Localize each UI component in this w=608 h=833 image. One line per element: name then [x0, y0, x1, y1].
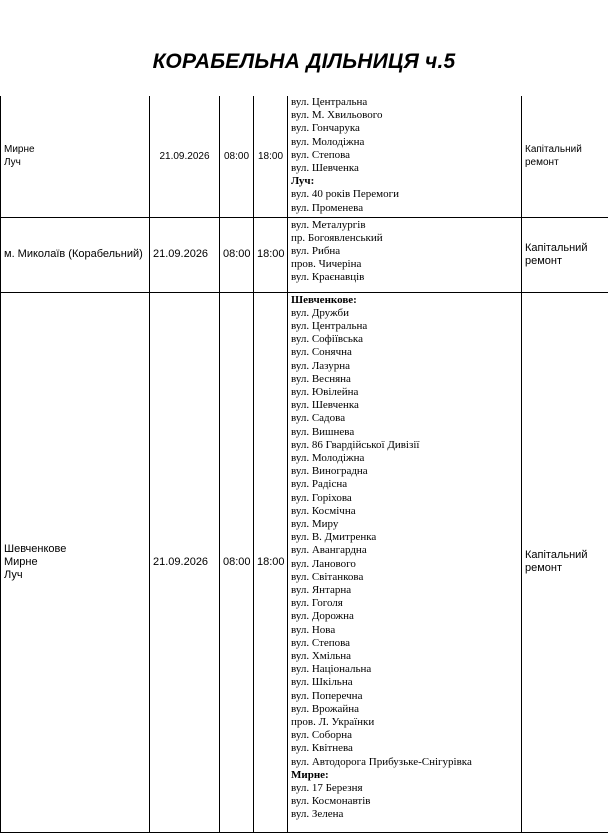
village-heading: Луч: — [291, 175, 518, 188]
end-time-cell: 18:00 — [254, 96, 288, 217]
location-name: м. Миколаїв (Корабельний) — [4, 248, 146, 261]
street-item: вул. Шевченка — [291, 162, 518, 175]
location-name: Мирне — [4, 556, 146, 569]
street-item: вул. Софіївська — [291, 333, 518, 346]
streets-cell — [288, 217, 522, 292]
street-item: пр. Богоявленський — [291, 232, 518, 245]
work-type-cell: Капітальний ремонт — [522, 217, 608, 292]
date-cell: 21.09.2026 — [150, 217, 220, 292]
street-item: вул. Лазурна — [291, 360, 518, 373]
village-heading: Мирне: — [291, 769, 518, 782]
location-name: Шевченкове — [4, 543, 146, 556]
street-item: вул. Степова — [291, 149, 518, 162]
street-item: вул. Соборна — [291, 729, 518, 742]
street-item: вул. 86 Гвардійської Дивізії — [291, 439, 518, 452]
street-item: вул. Сонячна — [291, 346, 518, 359]
street-item: вул. Рибна — [291, 245, 518, 258]
street-item: вул. Променева — [291, 202, 518, 215]
street-item: вул. Гоголя — [291, 597, 518, 610]
street-item: вул. Радісна — [291, 478, 518, 491]
street-item: вул. Шкільна — [291, 676, 518, 689]
table-row — [1, 292, 608, 832]
street-item: вул. Молодіжна — [291, 136, 518, 149]
date-cell: 21.09.2026 — [150, 96, 220, 217]
street-item: вул. Центральна — [291, 320, 518, 333]
location-name: Мирне — [4, 143, 146, 156]
outage-schedule-table — [0, 96, 608, 833]
work-type-cell: Капітальний ремонт — [522, 292, 608, 832]
street-item: вул. Зелена — [291, 808, 518, 821]
street-item: вул. 17 Березня — [291, 782, 518, 795]
date-cell: 21.09.2026 — [150, 292, 220, 832]
streets-cell — [288, 292, 522, 832]
street-item: вул. Авангардна — [291, 544, 518, 557]
street-item: вул. Квітнева — [291, 742, 518, 755]
street-item: вул. Нова — [291, 624, 518, 637]
street-item: вул. Центральна — [291, 96, 518, 109]
street-item: вул. Поперечна — [291, 690, 518, 703]
street-item: вул. Автодорога Прибузьке-Снігурівка — [291, 756, 518, 769]
locations-cell — [1, 96, 150, 217]
table-row — [1, 217, 608, 292]
street-item: вул. Миру — [291, 518, 518, 531]
start-time-cell: 08:00 — [220, 217, 254, 292]
end-time-cell: 18:00 — [254, 217, 288, 292]
street-item: вул. Національна — [291, 663, 518, 676]
work-type-cell: Капітальний ремонт — [522, 96, 608, 217]
table-row — [1, 96, 608, 217]
street-item: вул. Світанкова — [291, 571, 518, 584]
location-name: Луч — [4, 156, 146, 169]
village-heading: Шевченкове: — [291, 294, 518, 307]
street-item: вул. В. Дмитренка — [291, 531, 518, 544]
street-item: пров. Л. Українки — [291, 716, 518, 729]
start-time-cell: 08:00 — [220, 96, 254, 217]
street-item: вул. 40 років Перемоги — [291, 188, 518, 201]
locations-cell — [1, 217, 150, 292]
street-item: вул. Виноградна — [291, 465, 518, 478]
street-item: пров. Чичеріна — [291, 258, 518, 271]
street-item: вул. Дорожна — [291, 610, 518, 623]
street-item: вул. Янтарна — [291, 584, 518, 597]
street-item: вул. Металургів — [291, 219, 518, 232]
street-item: вул. Дружби — [291, 307, 518, 320]
end-time-cell: 18:00 — [254, 292, 288, 832]
street-item: вул. М. Хвильового — [291, 109, 518, 122]
street-item: вул. Шевченка — [291, 399, 518, 412]
street-item: вул. Горіхова — [291, 492, 518, 505]
street-item: вул. Вишнева — [291, 426, 518, 439]
street-item: вул. Степова — [291, 637, 518, 650]
street-item: вул. Садова — [291, 412, 518, 425]
street-item: вул. Космонавтів — [291, 795, 518, 808]
street-item: вул. Весняна — [291, 373, 518, 386]
street-item: вул. Хмільна — [291, 650, 518, 663]
street-item: вул. Ланового — [291, 558, 518, 571]
street-item: вул. Молодіжна — [291, 452, 518, 465]
street-item: вул. Ювілейна — [291, 386, 518, 399]
location-name: Луч — [4, 569, 146, 582]
street-item: вул. Краєнавців — [291, 271, 518, 284]
locations-cell — [1, 292, 150, 832]
start-time-cell: 08:00 — [220, 292, 254, 832]
street-item: вул. Космічна — [291, 505, 518, 518]
page-title: КОРАБЕЛЬНА ДІЛЬНИЦЯ ч.5 — [0, 50, 608, 74]
street-item: вул. Гончарука — [291, 122, 518, 135]
street-item: вул. Врожайна — [291, 703, 518, 716]
streets-cell — [288, 96, 522, 217]
